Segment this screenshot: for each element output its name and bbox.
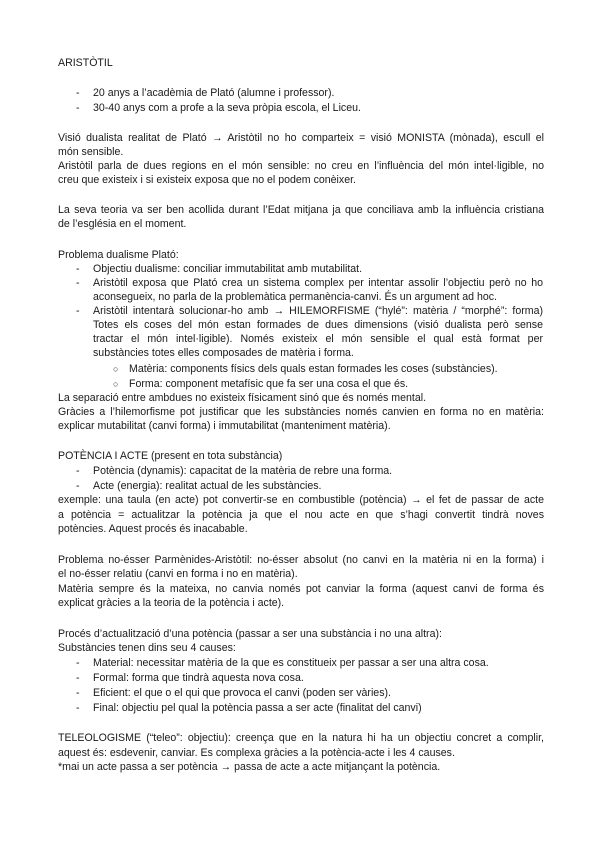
paragraph-line: Aristòtil parla de dues regions en el món sensible: no creu en l’influència del món intel·ligible, no	[58, 160, 544, 172]
paragraph-line: explicar mutabilitat (canvi forma) i immutabilitat (manteniment matèria).	[58, 420, 391, 432]
list-bullet: -	[76, 702, 80, 714]
list-bullet: -	[76, 263, 80, 275]
paragraph-line: Matèria sempre és la mateixa, no canvia només pot canviar la forma (aquest canvi de forma és	[58, 583, 544, 595]
list-item: Eficient: el que o el qui que provoca el canvi (poden ser vàries).	[93, 687, 391, 699]
paragraph-line: a potència = actualitzar la potència ja que el nou acte en que s’hagi convertit tindrà noves	[58, 509, 544, 521]
paragraph-line: Visió dualista realitat de Plató → Aristòtil no ho comparteix = visió MONISTA (mònada), escull el	[58, 132, 544, 144]
section-heading: POTÈNCIA I ACTE (present en tota substància)	[58, 450, 283, 462]
list-item: Formal: forma que tindrà aquesta nova cosa.	[93, 672, 304, 684]
list-bullet: -	[76, 277, 80, 289]
list-bullet: -	[76, 687, 80, 699]
section-heading: Procés d’actualització d’una potència (passar a ser una substància i no una altra):	[58, 628, 442, 640]
list-item: Aristòtil intentarà solucionar-ho amb → HILEMORFISME (“hylé”: matèria / “morphé”: forma)	[93, 305, 543, 317]
list-bullet: -	[76, 657, 80, 669]
list-item: Material: necessitar matèria de la que es constitueix per passar a ser una altra cosa.	[93, 657, 489, 669]
paragraph-line: *mai un acte passa a ser potència → passa de acte a acte mitjançant la potència.	[58, 761, 441, 773]
paragraph-line: món sensible.	[58, 146, 124, 158]
list-item: Aristòtil exposa que Plató crea un sistema complex per intentar assolir l’objectiu però no ho	[93, 277, 543, 289]
list-item-continuation: substàncies totes elles composades de matèria i forma.	[93, 347, 354, 359]
paragraph-line: La seva teoria va ser ben acollida durant l’Edat mitjana ja que conciliava amb la influència cristiana	[58, 204, 544, 216]
section-heading: Problema dualisme Plató:	[58, 249, 179, 261]
list-item: 20 anys a l’acadèmia de Plató (alumne i professor).	[93, 87, 335, 99]
paragraph-line: exemple: una taula (en acte) pot convertir-se en combustible (potència) → el fet de passar de acte	[58, 494, 544, 506]
list-bullet: -	[76, 672, 80, 684]
paragraph-line: TELEOLOGISME (“teleo”: objectiu): creença que en la natura hi ha un objectiu concret a complir,	[58, 732, 544, 744]
list-item-continuation: tractar el món intel·ligible). Només existeix el món sensible el qual està format per	[93, 333, 543, 345]
paragraph-line: Substàncies tenen dins seu 4 causes:	[58, 642, 236, 654]
paragraph-line: explicat gràcies a la teoria de la potència i acte).	[58, 597, 285, 609]
list-item: Final: objectiu pel qual la potència passa a ser acte (finalitat del canvi)	[93, 702, 422, 714]
page-title: ARISTÒTIL	[58, 57, 113, 69]
list-item: Acte (energia): realitat actual de les substàncies.	[93, 480, 322, 492]
sublist-bullet: ○	[113, 364, 119, 374]
list-item-continuation: Totes els coses del món estan formades de dues dimensions (visió dualista però sense	[93, 319, 543, 331]
list-bullet: -	[76, 480, 80, 492]
list-item: 30-40 anys com a profe a la seva pròpia escola, el Liceu.	[93, 102, 361, 114]
list-item: Objectiu dualisme: conciliar immutabilitat amb mutabilitat.	[93, 263, 363, 275]
list-bullet: -	[76, 87, 80, 99]
list-bullet: -	[76, 465, 80, 477]
list-bullet: -	[76, 305, 80, 317]
paragraph-line: aquest és: esdevenir, canviar. Es complexa gràcies a la potència-acte i les 4 causes.	[58, 747, 455, 759]
paragraph-line: potències. Aquest procés és inacabable.	[58, 523, 248, 535]
list-item-continuation: aconsegueix, no parla de la problemàtica permanència-canvi. És un argument ad hoc.	[93, 291, 497, 303]
paragraph-line: el no-ésser relatiu (canvi en forma i no en matèria).	[58, 568, 298, 580]
sublist-item: Forma: component metafísic que fa ser una cosa el que és.	[129, 378, 409, 390]
paragraph-line: Problema no-ésser Parmènides-Aristòtil: no-ésser absolut (no canvi en la matèria ni en la forma) i	[58, 554, 544, 566]
list-bullet: -	[76, 102, 80, 114]
paragraph-line: Gràcies a l’hilemorfisme pot justificar que les substàncies només canvien en forma no en matèria:	[58, 406, 544, 418]
sublist-bullet: ○	[113, 379, 119, 389]
paragraph-line: de l’església en el moment.	[58, 218, 187, 230]
list-item: Potència (dynamis): capacitat de la matèria de rebre una forma.	[93, 465, 393, 477]
paragraph-line: creu que existeix i si existeix exposa que no el podem conèixer.	[58, 174, 356, 186]
sublist-item: Matèria: components físics dels quals estan formades les coses (substàncies).	[129, 363, 498, 375]
paragraph-line: La separació entre ambdues no existeix físicament sinó que és només mental.	[58, 392, 427, 404]
